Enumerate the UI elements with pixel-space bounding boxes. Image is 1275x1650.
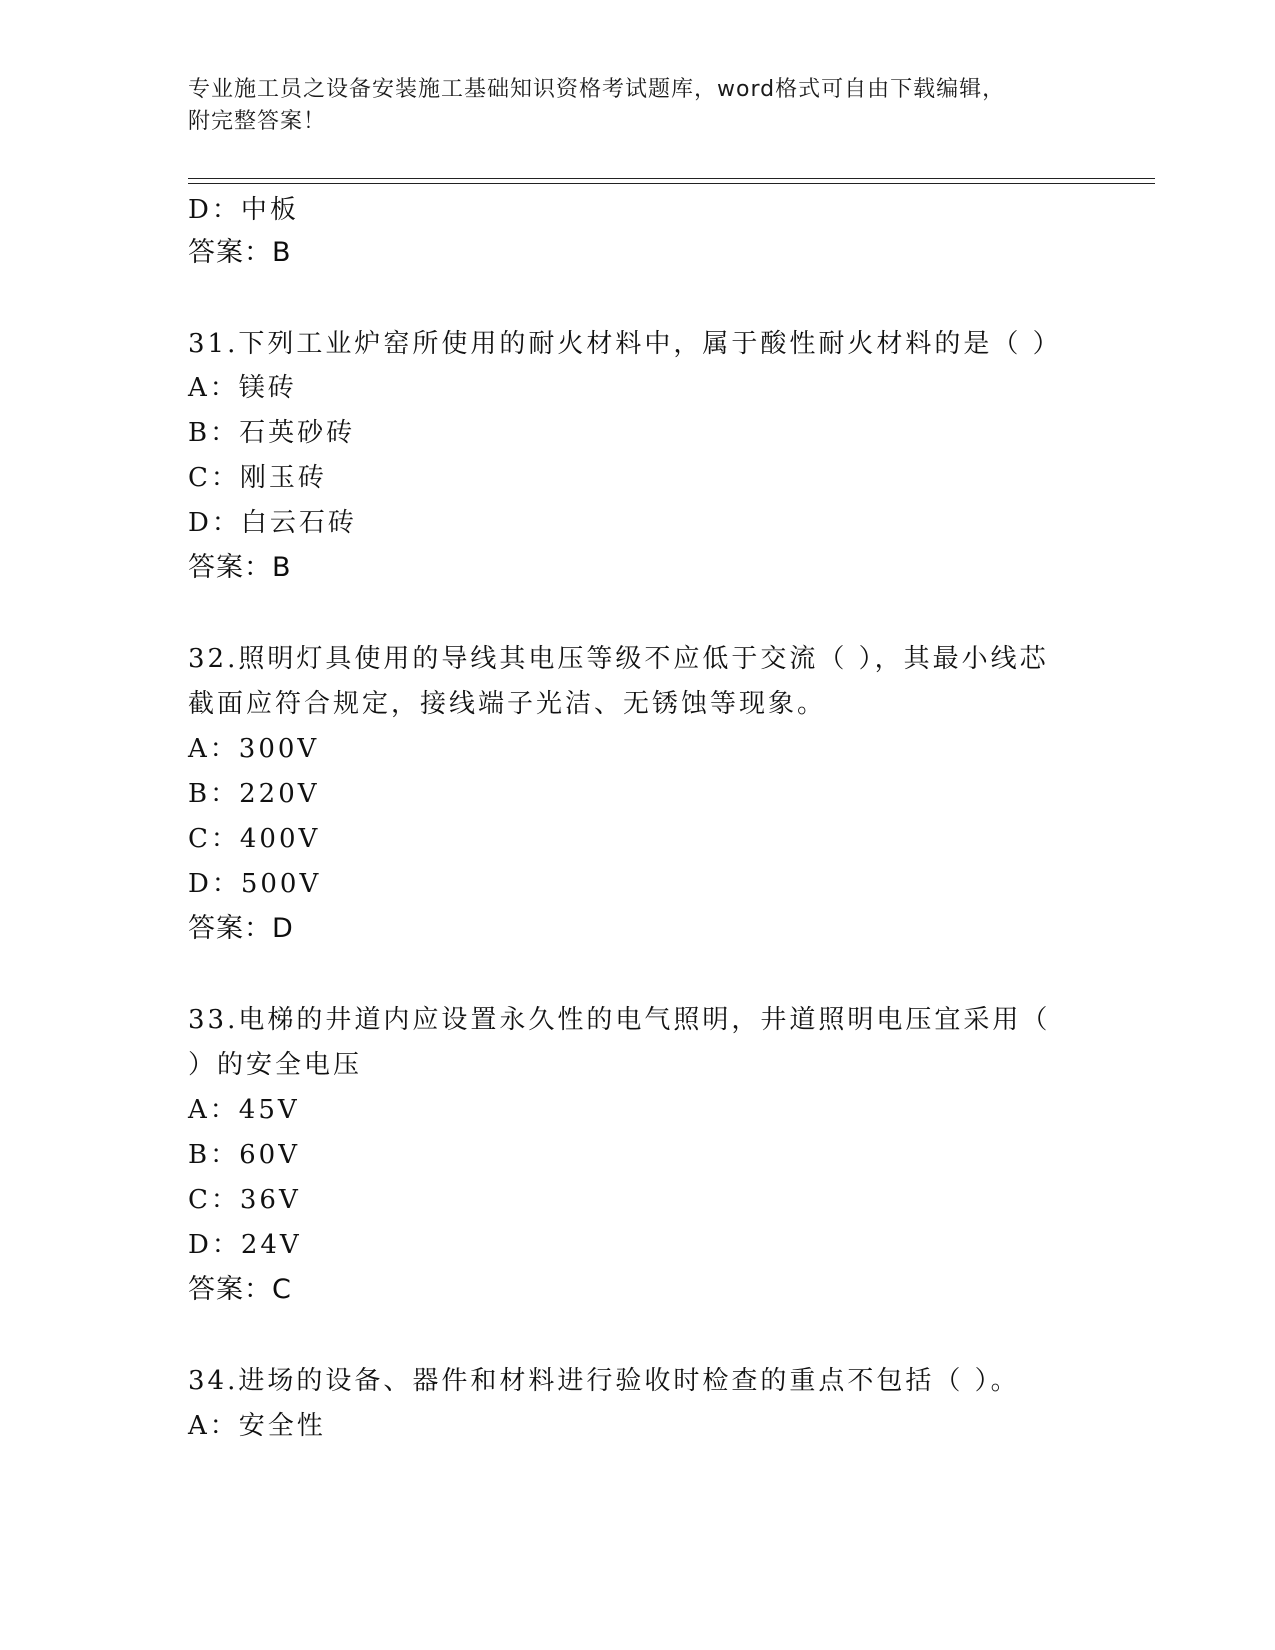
q33-stem-line-1: 33.电梯的井道内应设置永久性的电气照明，井道照明电压宜采用（ <box>188 1005 1051 1035</box>
prev-option-d: D：中板 <box>188 195 299 225</box>
q33-option-b: B：60V <box>188 1140 300 1170</box>
q34-option-a: A：安全性 <box>188 1411 326 1441</box>
q31-answer: 答案：B <box>188 552 292 583</box>
header-divider-top <box>188 178 1155 179</box>
q33-stem-line-2: ）的安全电压 <box>188 1050 363 1080</box>
q32-option-d: D：500V <box>188 869 322 899</box>
header-line-1: 专业施工员之设备安装施工基础知识资格考试题库，word格式可自由下载编辑， <box>188 77 1006 102</box>
q33-answer: 答案：C <box>188 1274 292 1305</box>
q33-option-d: D：24V <box>188 1230 302 1260</box>
q31-option-a: A：镁砖 <box>188 373 297 403</box>
q32-answer: 答案：D <box>188 913 294 944</box>
q31-option-d: D：白云石砖 <box>188 508 357 538</box>
q32-option-b: B：220V <box>188 779 320 809</box>
header-line-2: 附完整答案！ <box>188 109 327 134</box>
header-divider-bottom <box>188 183 1155 184</box>
q33-option-c: C：36V <box>188 1185 301 1215</box>
q33-option-a: A：45V <box>188 1095 300 1125</box>
q34-stem: 34.进场的设备、器件和材料进行验收时检查的重点不包括（ ）。 <box>188 1366 1020 1396</box>
q32-option-a: A：300V <box>188 734 320 764</box>
q31-option-b: B：石英砂砖 <box>188 418 356 448</box>
q32-stem-line-1: 32.照明灯具使用的导线其电压等级不应低于交流（ ），其最小线芯 <box>188 644 1049 674</box>
q31-option-c: C：刚玉砖 <box>188 463 327 493</box>
document-header <box>188 74 1068 138</box>
q31-stem: 31.下列工业炉窑所使用的耐火材料中，属于酸性耐火材料的是（ ） <box>188 329 1062 359</box>
q32-stem-line-2: 截面应符合规定，接线端子光洁、无锈蚀等现象。 <box>188 689 827 719</box>
prev-answer: 答案：B <box>188 237 292 268</box>
q32-option-c: C：400V <box>188 824 321 854</box>
